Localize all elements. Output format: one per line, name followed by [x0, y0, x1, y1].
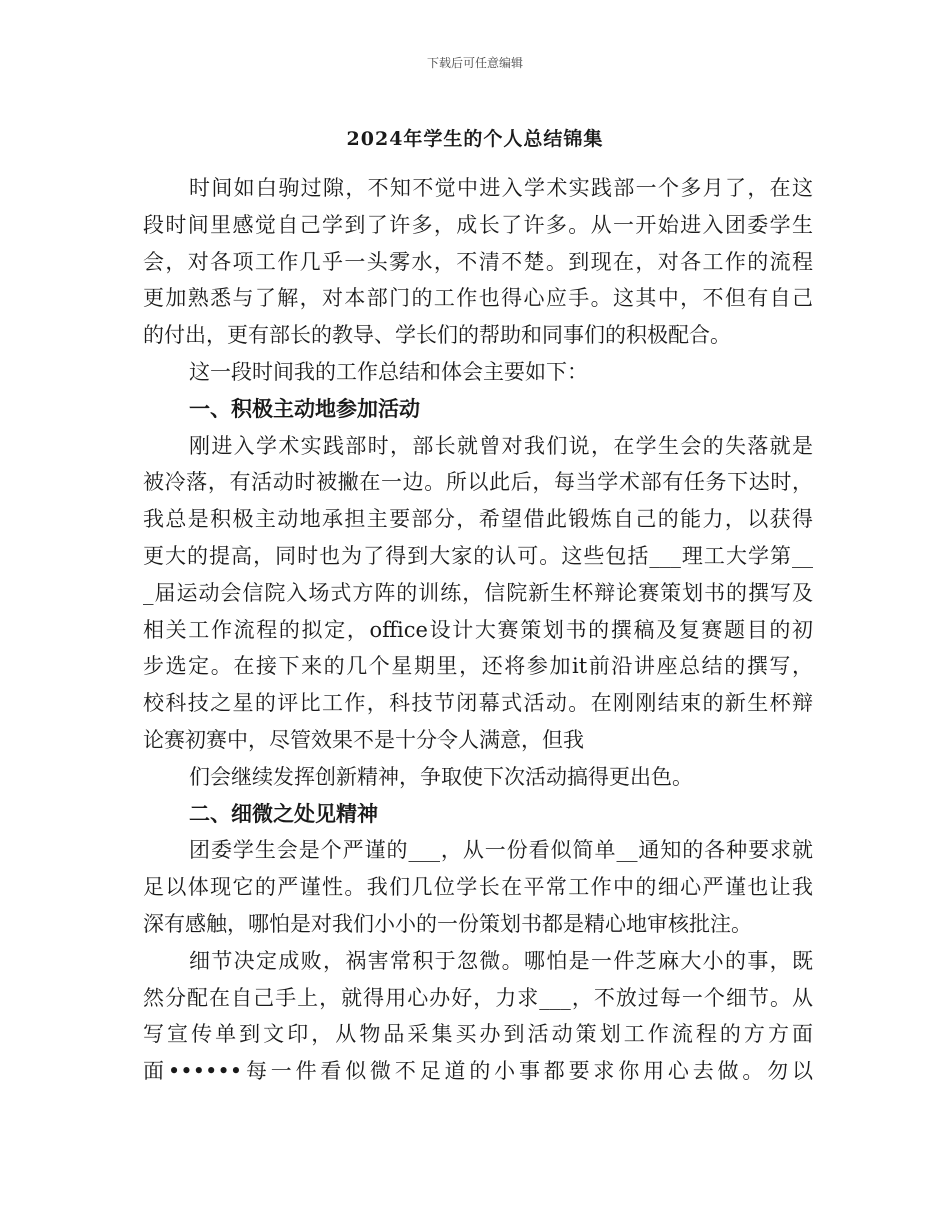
- paragraph-line: 段时间里感觉自己学到了许多，成长了许多。从一开始进入团委学生: [143, 212, 813, 237]
- paragraph-line: 这一段时间我的工作总结和体会主要如下：: [189, 359, 588, 384]
- paragraph-line: 我总是积极主动地承担主要部分，希望借此锻炼自己的能力，以获得: [143, 507, 813, 532]
- section-heading: 二、细微之处见精神: [189, 801, 378, 826]
- paragraph-line: 步选定。在接下来的几个星期里，还将参加it前沿讲座总结的撰写，: [143, 654, 813, 679]
- paragraph-line: 时间如白驹过隙，不知不觉中进入学术实践部一个多月了，在这: [189, 176, 813, 200]
- paragraph-line: 深有感触，哪怕是对我们小小的一份策划书都是精心地审核批注。: [143, 911, 752, 936]
- paragraph-line: 面••••••每一件看似微不足道的小事都要求你用心去做。勿以: [143, 1059, 813, 1084]
- document-title: 2024年学生的个人总结锦集: [346, 128, 604, 150]
- paragraph-line: 细节决定成败，祸害常积于忽微。哪怕是一件芝麻大小的事，既: [189, 948, 813, 973]
- paragraph-line: 相关工作流程的拟定，office设计大赛策划书的撰稿及复赛题目的初: [143, 617, 813, 642]
- section-heading: 一、积极主动地参加活动: [189, 396, 420, 421]
- header-note: 下载后可任意编辑: [426, 56, 523, 70]
- document-body: [143, 170, 813, 1090]
- paragraph-line: 然分配在自己手上，就得用心办好，力求___，不放过每一个细节。从: [143, 985, 813, 1010]
- paragraph-line: 校科技之星的评比工作，科技节闭幕式活动。在刚刚结束的新生杯辩: [143, 691, 813, 716]
- paragraph-line: 的付出，更有部长的教导、学长们的帮助和同事们的积极配合。: [143, 323, 731, 348]
- paragraph-line: 足以体现它的严谨性。我们几位学长在平常工作中的细心严谨也让我: [143, 875, 813, 900]
- paragraph-line: 会，对各项工作几乎一头雾水，不清不楚。到现在，对各工作的流程: [143, 249, 813, 274]
- paragraph-line: 论赛初赛中，尽管效果不是十分令人满意，但我: [143, 727, 584, 752]
- paragraph-line: 写宣传单到文印，从物品采集买办到活动策划工作流程的方方面: [143, 1022, 813, 1047]
- paragraph-line: 更加熟悉与了解，对本部门的工作也得心应手。这其中，不但有自己: [143, 286, 813, 311]
- paragraph-line: 们会继续发挥创新精神，争取使下次活动搞得更出色。: [189, 764, 693, 789]
- paragraph-line: 团委学生会是个严谨的___，从一份看似简单__通知的各种要求就: [189, 838, 813, 863]
- paragraph-line: 刚进入学术实践部时，部长就曾对我们说，在学生会的失落就是: [189, 433, 813, 458]
- paragraph-line: 被冷落，有活动时被撇在一边。所以此后，每当学术部有任务下达时，: [143, 470, 813, 495]
- paragraph-line: 更大的提高，同时也为了得到大家的认可。这些包括___理工大学第__: [143, 543, 813, 568]
- paragraph-line: _届运动会信院入场式方阵的训练，信院新生杯辩论赛策划书的撰写及: [143, 580, 813, 605]
